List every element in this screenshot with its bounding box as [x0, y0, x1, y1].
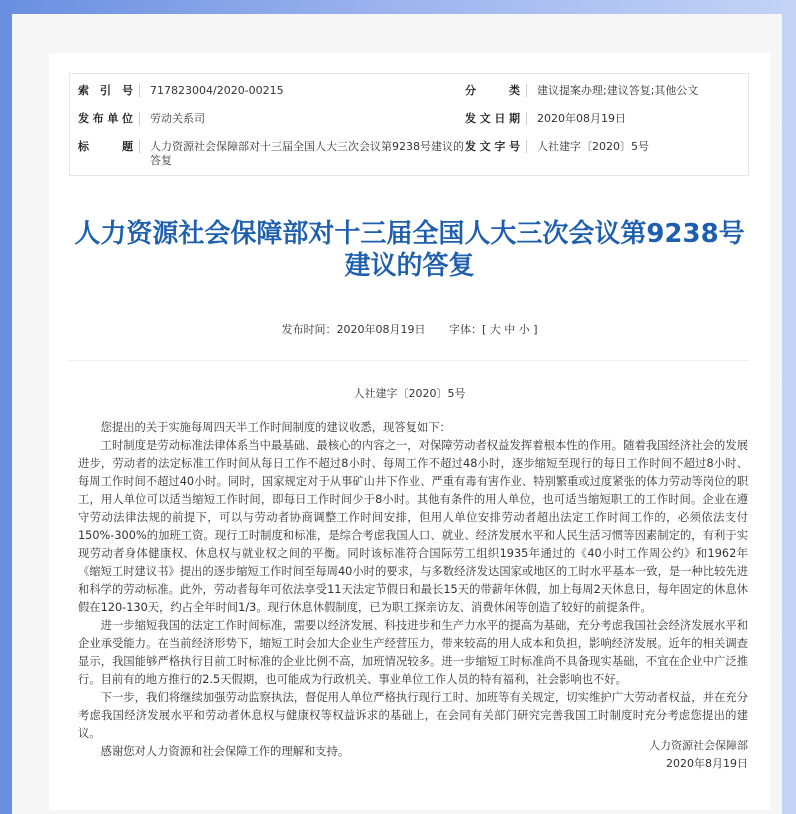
- date-label: 发文日期: [465, 112, 527, 125]
- signature: [649, 737, 748, 773]
- paragraph: 下一步，我们将继续加强劳动监察执法，督促用人单位严格执行现行工时、加班等有关规定，切实维护广大劳动者权益，并在充分考虑我国经济发展水平和劳动者休息权与健康权等权益诉求的基础上，在会同有关部门研究完善我国工时制度时充分考虑您提出的建议。: [78, 691, 748, 740]
- article-container: [49, 53, 770, 810]
- title-label: 标题: [78, 140, 140, 153]
- title-line-1: 人力资源社会保障部对十三届全国人大三次会议第9238号: [74, 219, 745, 249]
- index-label: 索引号: [78, 84, 140, 97]
- category-label: 分类: [465, 84, 527, 97]
- category-value: 建议提案办理;建议答复;其他公文: [537, 84, 699, 97]
- signature-org: 人力资源社会保障部: [649, 739, 748, 752]
- signature-date: 2020年8月19日: [666, 757, 748, 770]
- font-medium-button[interactable]: 中: [504, 323, 516, 336]
- publish-time: 发布时间：2020年08月19日: [281, 323, 426, 336]
- index-value: 717823004/2020-00215: [150, 84, 284, 97]
- font-size-selector: [449, 323, 538, 336]
- article-body: [78, 419, 748, 761]
- paragraph: 进一步缩短我国的法定工作时间标准，需要以经济发展、科技进步和生产力水平的提高为基础，充分考虑我国社会经济发展水平和企业承受能力。在当前经济形势下，缩短工时会加大企业生产经营压力，带来较高的用人成本和负担，影响经济发展。近年的相关调查显示，我国能够严格执行目前工时标准的企业比例不高，加班情况较多。进一步缩短工时标准尚不具备现实基础，不宜在企业中广泛推行。目前有的地方推行的2.5天假期，也可能成为行政机关、事业单位工作人员的特有福利，社会影响也不好。: [78, 619, 748, 686]
- title-line-2: 建议的答复: [344, 251, 475, 281]
- date-value: 2020年08月19日: [537, 112, 626, 125]
- font-label: 字体：[: [448, 323, 487, 336]
- divider: [69, 360, 749, 361]
- publisher-label: 发布单位: [78, 112, 140, 125]
- page-background-panel: [12, 14, 782, 814]
- paragraph: 您提出的关于实施每周四天半工作时间制度的建议收悉，现答复如下：: [100, 421, 451, 434]
- paragraph: 工时制度是劳动标准法律体系当中最基础、最核心的内容之一，对保障劳动者权益发挥着根本性的作用。随着我国经济社会的发展进步，劳动者的法定标准工作时间从每日工作不超过8小时、每周工作不超过48小时，逐步缩短至现行的每日工作时间不超过8小时、每周工作时间不超过40小时。同时，国家规定对于从事矿山井下作业、严重有毒有害作业、特别繁重或过度紧张的体力劳动等岗位的职工，用人单位可以适当缩短工作时间，即每日工作时间少于8小时。其他有条件的用人单位，也可适当缩短职工的工作时间。企业在遵守劳动法律法规的前提下，可以与劳动者协商调整工作时间安排，但用人单位安排劳动者超出法定工作时间工作的，必须依法支付150%-300%的加班工资。现行工时制度和标准，是综合考虑我国人口、就业、经济发展水平和人民生活习惯等因素制定的，有利于实现劳动者身体健康权、休息权与就业权之间的平衡。同时该标准符合国际劳工组织1935年通过的《40小时工作周公约》和1962年《缩短工时建议书》提出的逐步缩短工作时间至每周40小时的要求，与多数经济发达国家或地区的工时水平基本一致，是一种比较先进和科学的劳动标准。此外，劳动者每年可依法享受11天法定节假日和最长15天的带薪年休假，加上每周2天休息日，每年固定的休息休假在120-130天，约占全年时间1/3。现行休息休假制度，已为职工探亲访友、消费休闲等创造了较好的前提条件。: [78, 439, 748, 614]
- font-bracket: ]: [533, 323, 538, 336]
- paragraph: 感谢您对人力资源和社会保障工作的理解和支持。: [100, 745, 350, 758]
- page-title: [49, 218, 770, 282]
- docno-label: 发文字号: [465, 140, 527, 153]
- title-value: 人力资源社会保障部对十三届全国人大三次会议第9238号建议的答复: [150, 140, 464, 167]
- document-info-table: [69, 73, 749, 176]
- font-large-button[interactable]: 大: [489, 323, 501, 336]
- docno-value: 人社建字〔2020〕5号: [537, 140, 649, 153]
- document-number: 人社建字〔2020〕5号: [353, 387, 466, 400]
- font-small-button[interactable]: 小: [518, 323, 530, 336]
- publisher-value: 劳动关系司: [150, 112, 205, 125]
- article-meta: [49, 321, 770, 337]
